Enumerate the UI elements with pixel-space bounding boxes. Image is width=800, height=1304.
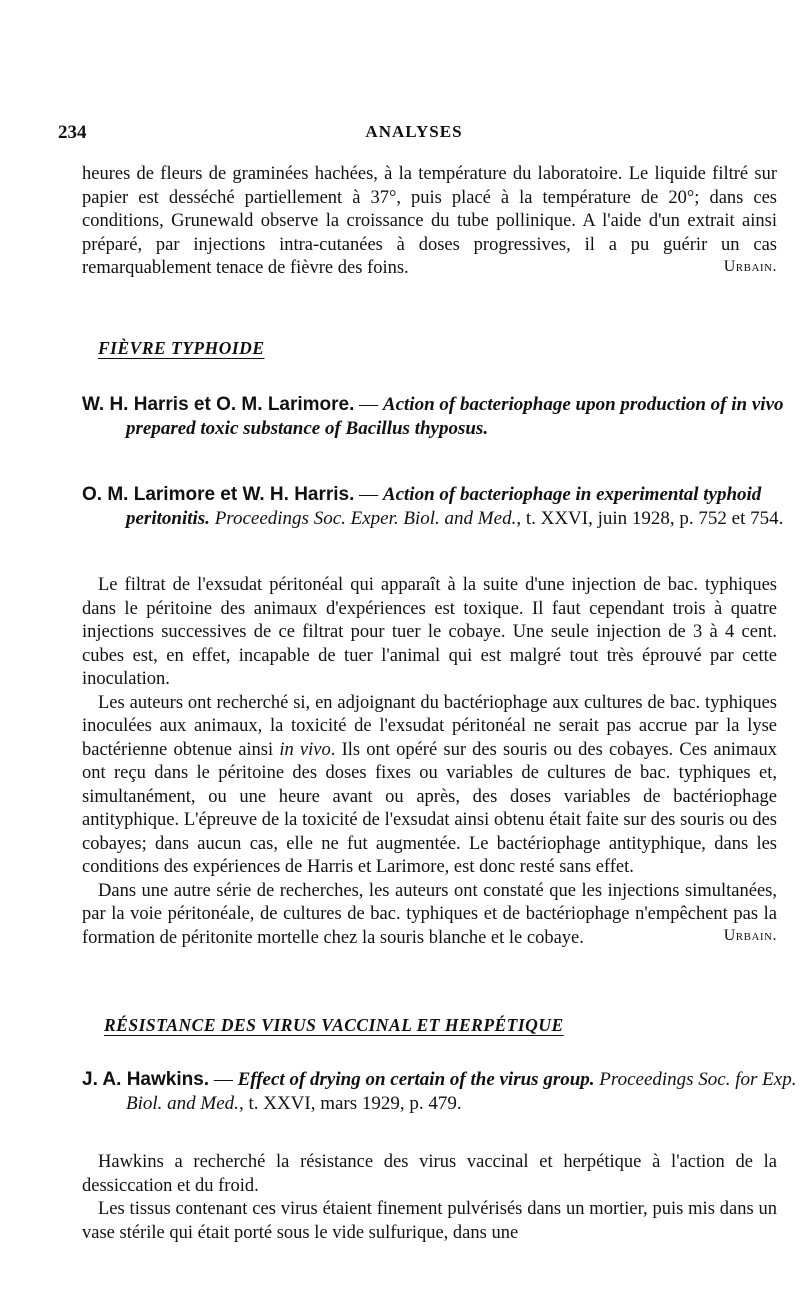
page-number: 234 [58, 122, 87, 143]
reference-authors: J. A. Hawkins. [82, 1069, 210, 1090]
reference-journal: Proceedings Soc. for Exp. Biol. and Med. [126, 1069, 797, 1114]
reference-entry [82, 393, 800, 441]
reference-entry [82, 1068, 800, 1116]
abstract-paragraph: Hawkins a recherché la résistance des virus vaccinal et herpétique à l'action de la dessiccation et du froid. [82, 1152, 777, 1196]
reference-journal: Proceedings Soc. Exper. Biol. and Med. [209, 508, 517, 529]
intro-paragraph [82, 163, 777, 276]
reference-dash: — [209, 1069, 238, 1090]
reference-authors: O. M. Larimore et W. H. Harris. [82, 484, 355, 505]
abstract-paragraph: Les tissus contenant ces virus étaient finement pulvérisés dans un mortier, puis mis dans un vase stérile qui était porté sous le vide sulfurique, dans une [82, 1199, 777, 1243]
running-title: ANALYSES [365, 122, 463, 141]
signature: Urbain. [723, 927, 777, 944]
abstract-body [82, 1151, 777, 1245]
abstract-paragraph: Dans une autre série de recherches, les auteurs ont constaté que les injections simultanées, par la voie péritonéale, de cultures de bac. typhiques et de bactériophage n'empêchent pas la formation de péritonite mortelle chez la souris blanche et le cobaye. [82, 880, 777, 948]
intro-text: heures de fleurs de graminées hachées, à la température du laboratoire. Le liquide filtré sur papier est desséché partiellement à 37°, puis placé à la température de 20°; dans ces conditions, Grunewald observe la croissance du tube pollinique. A l'aide d'un extrait ainsi préparé, par injections intra-cutanées à doses progressives, il a pu guérir un cas remarquablement tenace de fièvre des foins. [82, 164, 777, 278]
section-heading: FIÈVRE TYPHOIDE [98, 338, 265, 358]
reference-details: , t. XXVI, mars 1929, p. 479. [238, 1093, 462, 1114]
paragraph-text: . Ils ont opéré sur des souris ou des cobayes. Ces animaux ont reçu dans le péritoine des doses fixes ou variables de cultures de bac. typhiques et, simultanément, ou une heure avant ou après, des doses variables de bactériophage antityphique. L'épreuve de la toxicité de l'exsudat ainsi obtenu était faite sur des souris ou des cobayes; dans aucun cas, elle ne fut augmentée. Le bactériophage antityphique, dans les conditions des expériences de Harris et Larimore, est donc resté sans effet. [82, 739, 778, 877]
reference-details: , t. XXVI, juin 1928, p. 752 et 754. [516, 508, 784, 529]
signature: Urbain. [723, 257, 777, 275]
reference-title: Action of bacteriophage in experimental typhoid peritonitis. [126, 484, 762, 529]
emphasis-text: in vivo [279, 739, 331, 760]
abstract-paragraph [82, 692, 777, 880]
section-heading: RÉSISTANCE DES VIRUS VACCINAL ET HERPÉTIQUE [104, 1015, 564, 1035]
reference-authors: W. H. Harris et O. M. Larimore. [82, 394, 355, 415]
abstract-paragraph: Le filtrat de l'exsudat péritonéal qui apparaît à la suite d'une injection de bac. typhiques dans le péritoine des animaux d'expériences est toxique. Il faut cependant trois à quatre injections successives de ce filtrat pour tuer le cobaye. Une seule injection de 3 à 4 cent. cubes est, en effet, incapable de tuer l'animal qui est malgré tout très éprouvé par cette inoculation. [82, 575, 777, 689]
paragraph-text: Les auteurs ont recherché si, en adjoignant du bactériophage aux cultures de bac. typhiques inoculées aux animaux, la toxicité de l'exsudat péritonéal ne serait pas accrue par la lyse bactérienne obtenue ainsi [82, 692, 777, 760]
page-header [58, 122, 770, 146]
reference-entry [82, 483, 800, 531]
reference-dash: — [354, 394, 383, 415]
abstract-body [82, 574, 778, 948]
reference-dash: — [354, 484, 383, 505]
reference-title: Effect of drying on certain of the virus group. [237, 1069, 595, 1090]
reference-title: Action of bacteriophage upon production of in vivo prepared toxic substance of Bacillus thyposus. [126, 394, 784, 439]
